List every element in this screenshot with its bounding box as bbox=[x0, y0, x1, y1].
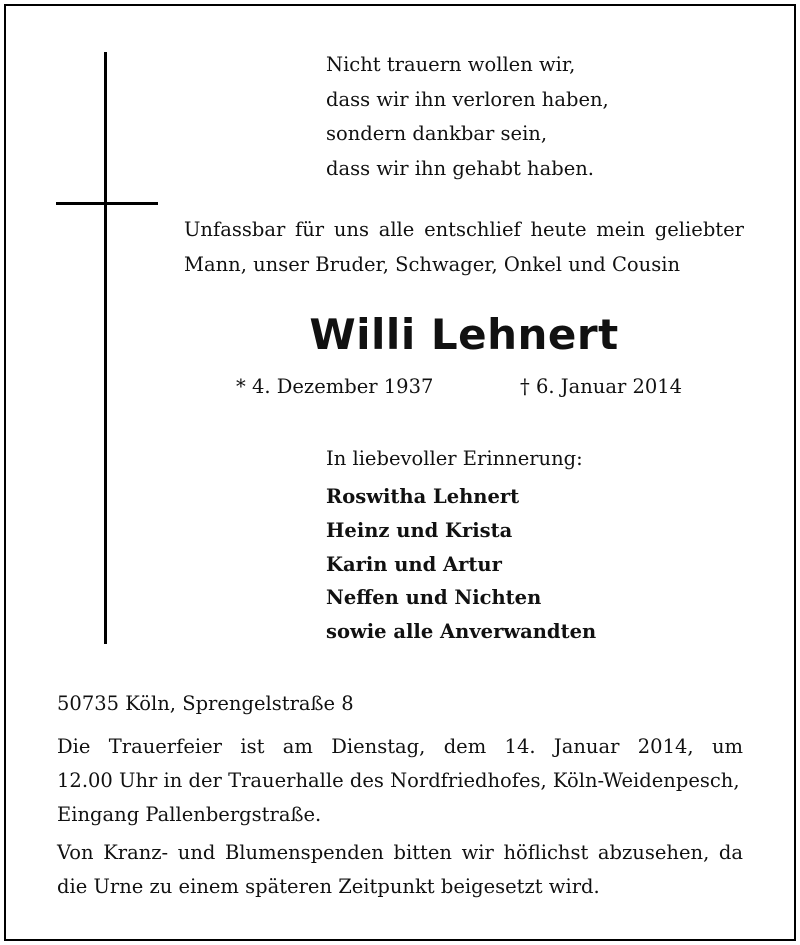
mourner-item: Roswitha Lehnert bbox=[326, 485, 520, 508]
donation-line: Von Kranz- und Blumenspenden bitten wir höflichst abzusehen, da bbox=[57, 841, 743, 864]
cross-horizontal-bar bbox=[56, 202, 158, 205]
deceased-name: Willi Lehnert bbox=[309, 310, 619, 359]
service-line: Die Trauerfeier ist am Dienstag, dem 14. Januar 2014, um bbox=[57, 735, 743, 758]
intro-text bbox=[184, 213, 744, 282]
mourner-item: Heinz und Krista bbox=[326, 518, 513, 542]
cross-vertical-bar bbox=[104, 52, 107, 644]
death-date: † 6. Januar 2014 bbox=[520, 375, 683, 398]
address: 50735 Köln, Sprengelstraße 8 bbox=[57, 692, 354, 715]
service-line: Eingang Pallenbergstraße. bbox=[57, 803, 322, 826]
service-line: 12.00 Uhr in der Trauerhalle des Nordfriedhofes, Köln-Weidenpesch, bbox=[57, 769, 740, 792]
mourner-item: Neffen und Nichten bbox=[326, 586, 542, 610]
donation-line: die Urne zu einem späteren Zeitpunkt beigesetzt wird. bbox=[57, 875, 600, 898]
mourner-item: Karin und Artur bbox=[326, 552, 502, 576]
poem bbox=[326, 48, 609, 186]
poem-line: Nicht trauern wollen wir, bbox=[326, 53, 576, 76]
donation-note bbox=[57, 836, 743, 904]
service-info bbox=[57, 730, 743, 832]
birth-date: * 4. Dezember 1937 bbox=[236, 375, 434, 398]
mourner-item: sowie alle Anverwandten bbox=[326, 620, 597, 644]
poem-line: dass wir ihn gehabt haben. bbox=[326, 156, 595, 180]
poem-line: dass wir ihn verloren haben, bbox=[326, 87, 609, 111]
memory-heading: In liebevoller Erinnerung: bbox=[326, 447, 583, 470]
intro-line: Unfassbar für uns alle entschlief heute mein geliebter bbox=[184, 218, 744, 241]
poem-line: sondern dankbar sein, bbox=[326, 122, 548, 145]
intro-line: Mann, unser Bruder, Schwager, Onkel und Cousin bbox=[184, 252, 681, 276]
mourners-list bbox=[326, 480, 596, 649]
